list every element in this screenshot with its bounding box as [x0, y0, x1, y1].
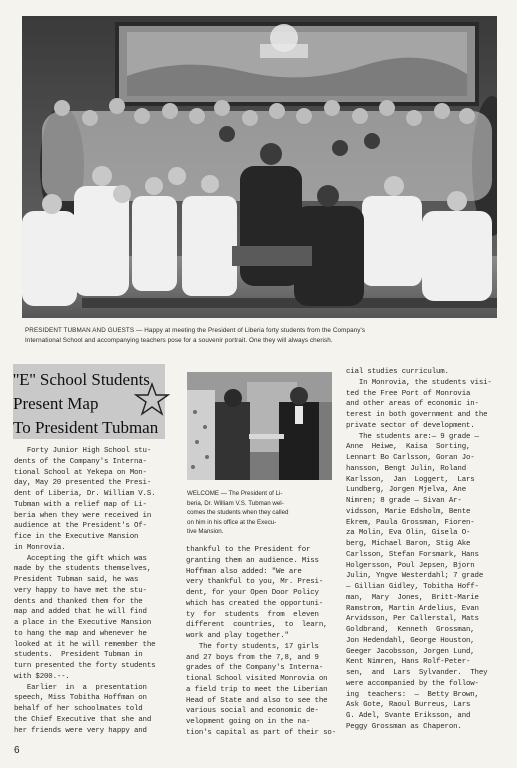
headline-line: To President Tubman	[13, 418, 159, 437]
star-icon	[134, 382, 170, 416]
welcome-photo-caption: WELCOME — The President of Li- beria, Dr. William V.S. Tubman wel- comes the students when they called on him in his office at the Execu- tive Mansion.	[187, 490, 289, 536]
headline-line: ''E'' School Students	[13, 370, 150, 389]
headline-line: Present Map	[13, 394, 99, 413]
article-column-2: thankful to the President for granting them an audience. Miss Hoffman also added: "We are very thankful to you, Mr. Presi- dent, for your Open Door Policy which has created the opportuni- ty for students from eleven different countries, to learn, work and play together." The forty students, 17 girls and 27 boys from the 7,8, and 9 grades of the Company's Interna- tional School visited Monrovia on a field trip to meet the Liberian Head of State and also to see the various social and economic de- velopment going on in the na- tion's capital as part of their so-	[186, 546, 336, 737]
group-photo-caption	[25, 326, 495, 346]
caption-line: PRESIDENT TUBMAN AND GUESTS — Happy at meeting the President of Liberia forty students from the Company's	[25, 327, 366, 334]
article-column-3: cial studies curriculum. In Monrovia, the students visi- ted the Free Port of Monrovia and other areas of economic in- terest in both government and the private sector of development. The students are:— 9 grade — Anne Heiwe, Kaisa Sorting, Lennart Bo Carlsson, Goran Jo- hansson, Bengt Julin, Roland Karlsson, Jan Loggert, Lars Lundberg, Jorgen Mjelva, Ane Nimren; 8 grade — Sivan Ar- vidsson, Marie Edsholm, Bente Ekrem, Paula Grossman, Fioren- za Molin, Eva Olin, Gisela O- berg, Michael Baron, Stig Ake Carlsson, Stefan Forsmark, Hans Holgersson, Poul Jepsen, Bjorn Julin, Yngve Westerdahl; 7 grade — Gillian Gidley, Tobitha Hoff- man, Mary Jones, Britt-Marie Ramstrom, Martin Ardelius, Evan Arvidsson, Per Callerstal, Mats Goldbrand, Kenneth Grossman, Jon Hedendahl, George Houston, Geeger Jacobsson, Jorgen Lund, Kent Nimren, Hans Rolf-Peter- sen, and Lars Sylvander. They were accompanied by the follow- ing teachers: — Betty Brown, Ask Gote, Raoul Burreus, Lars G. Adel, Svante Eriksson, and Peggy Grossman as Chaperon.	[346, 368, 492, 731]
caption-line: International School and accompanying teachers pose for a souvenir portrait. One they will always cherish.	[25, 337, 333, 344]
welcome-photo	[187, 372, 332, 480]
page-number: 6	[14, 745, 20, 756]
article-column-1: Forty Junior High School stu- dents of the Company's Interna- tional School at Yekepa on Mon- day, May 20 presented the Presi- dent of Liberia, Dr. William V.S. Tubman with a relief map of Li- beria when they were received in audience at the President's Of- fice in the Executive Mansion in Monrovia. Accepting the gift which was made by the students themselves, President Tubman said, he was very happy to have met the stu- dents and thanked them for the map and added that he will find a place in the Executive Mansion to hang the map and whenever he looked at it he will remember the students. President Tubman in turn presented the forty students with $200.--. Earlier in a presentation speech, Miss Tobitha Hoffman on behalf of her schoolmates told the Chief Executive that she and her friends were very happy and	[14, 447, 156, 735]
group-photo	[22, 16, 497, 318]
